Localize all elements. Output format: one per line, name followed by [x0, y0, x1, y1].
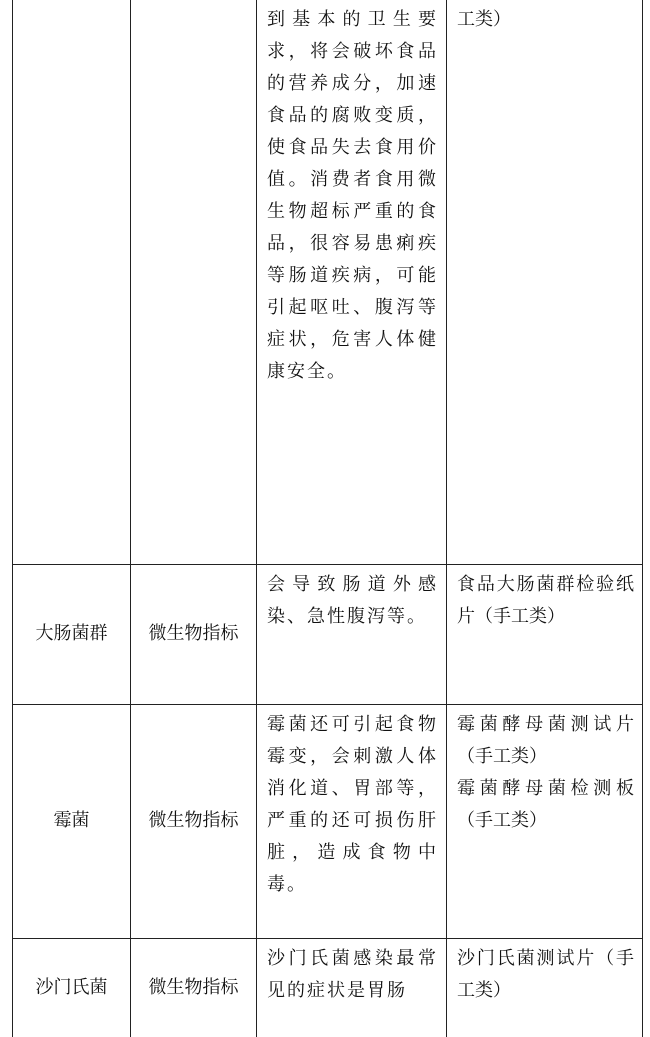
table-row: [13, 704, 643, 938]
test-product-cell: [447, 0, 643, 564]
hazard-description-text: 沙门氏菌感染最常见的症状是胃肠: [267, 947, 438, 1001]
hazard-description-cell: [257, 704, 447, 938]
hazard-description-cell: [257, 564, 447, 704]
indicator-category-cell: 微生物指标: [131, 938, 257, 1037]
table-row: [13, 938, 643, 1037]
indicator-name-cell: [13, 0, 131, 564]
hazard-description-cell: [257, 0, 447, 564]
indicator-category-cell: 微生物指标: [131, 704, 257, 938]
hazard-description-text: 到基本的卫生要求，将会破坏食品的营养成分，加速食品的腐败变质，使食品失去食用价值。消费者食用微生物超标严重的食品，很容易患痢疾等肠道疾病，可能引起呕吐、腹泻等症状，危害人体健康安全。: [267, 9, 438, 382]
test-product-item: 沙门氏菌测试片（手工类）: [457, 947, 634, 1001]
indicator-category-cell: 微生物指标: [131, 564, 257, 704]
hazard-description-text: 会导致肠道外感染、急性腹泻等。: [267, 573, 438, 627]
hazard-description-text: 霉菌还可引起食物霉变，会刺激人体消化道、胃部等，严重的还可损伤肝脏，造成食物中毒。: [267, 713, 438, 895]
table-row: [13, 0, 643, 564]
indicator-name-cell: 霉菌: [13, 704, 131, 938]
test-product-item: 霉菌酵母菌检测板（手工类）: [457, 777, 634, 831]
hazard-description-cell: [257, 938, 447, 1037]
test-product-cell: [447, 564, 643, 704]
test-product-item: 工类）: [457, 9, 511, 30]
indicator-name-cell: 沙门氏菌: [13, 938, 131, 1037]
test-product-item: 食品大肠菌群检验纸片（手工类）: [457, 573, 634, 627]
test-product-cell: [447, 938, 643, 1037]
indicator-table: [12, 0, 643, 1037]
indicator-category-cell: [131, 0, 257, 564]
table-row: [13, 564, 643, 704]
indicator-name-cell: 大肠菌群: [13, 564, 131, 704]
test-product-cell: [447, 704, 643, 938]
test-product-item: 霉菌酵母菌测试片（手工类）: [457, 713, 634, 767]
